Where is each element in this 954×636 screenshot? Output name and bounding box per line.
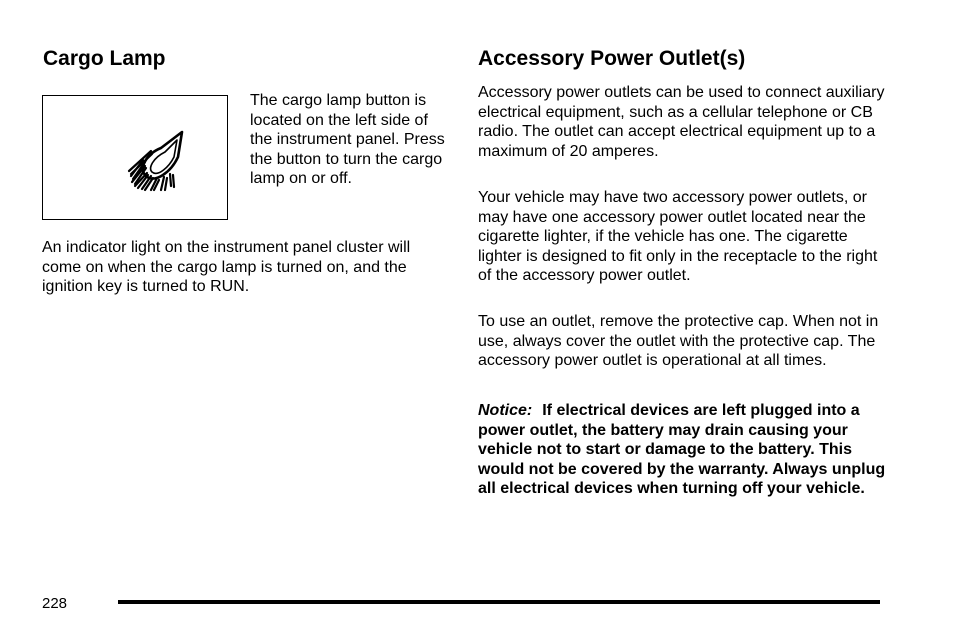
footer-rule bbox=[118, 600, 880, 604]
notice-text: If electrical devices are left plugged into a power outlet, the battery may drain causing your vehicle not to start or damage to the battery. This would not be covered by the warranty. Always unplug all electrical devices when turning off your vehicle. bbox=[478, 402, 886, 497]
accessory-power-paragraph-3: To use an outlet, remove the protective cap. When not in use, always cover the outlet with the protective cap. The accessory power outlet is operational at all times. bbox=[478, 313, 879, 369]
cargo-lamp-figure bbox=[42, 95, 228, 220]
cargo-lamp-indicator-text: An indicator light on the instrument panel cluster will come on when the cargo lamp is turned on, and the ignition key is turned to RUN. bbox=[42, 239, 411, 295]
accessory-power-heading: Accessory Power Outlet(s) bbox=[478, 47, 746, 70]
cargo-lamp-description: The cargo lamp button is located on the left side of the instrument panel. Press the button to turn the cargo lamp on or off. bbox=[250, 92, 445, 187]
notice-label: Notice: bbox=[478, 402, 533, 419]
accessory-power-paragraph-1: Accessory power outlets can be used to connect auxiliary electrical equipment, such as a cellular telephone or CB radio. The outlet can accept electrical equipment up to a maximum of 20 amperes. bbox=[478, 84, 885, 160]
accessory-power-paragraph-2: Your vehicle may have two accessory power outlets, or may have one accessory power outlet located near the cigarette lighter, if the vehicle has one. The cigarette lighter is designed to fit only in the receptacle to the right of the accessory power outlet. bbox=[478, 189, 878, 284]
page-number: 228 bbox=[42, 595, 68, 612]
cargo-lamp-icon bbox=[43, 96, 226, 218]
accessory-power-notice bbox=[478, 401, 888, 499]
cargo-lamp-heading: Cargo Lamp bbox=[43, 47, 166, 70]
